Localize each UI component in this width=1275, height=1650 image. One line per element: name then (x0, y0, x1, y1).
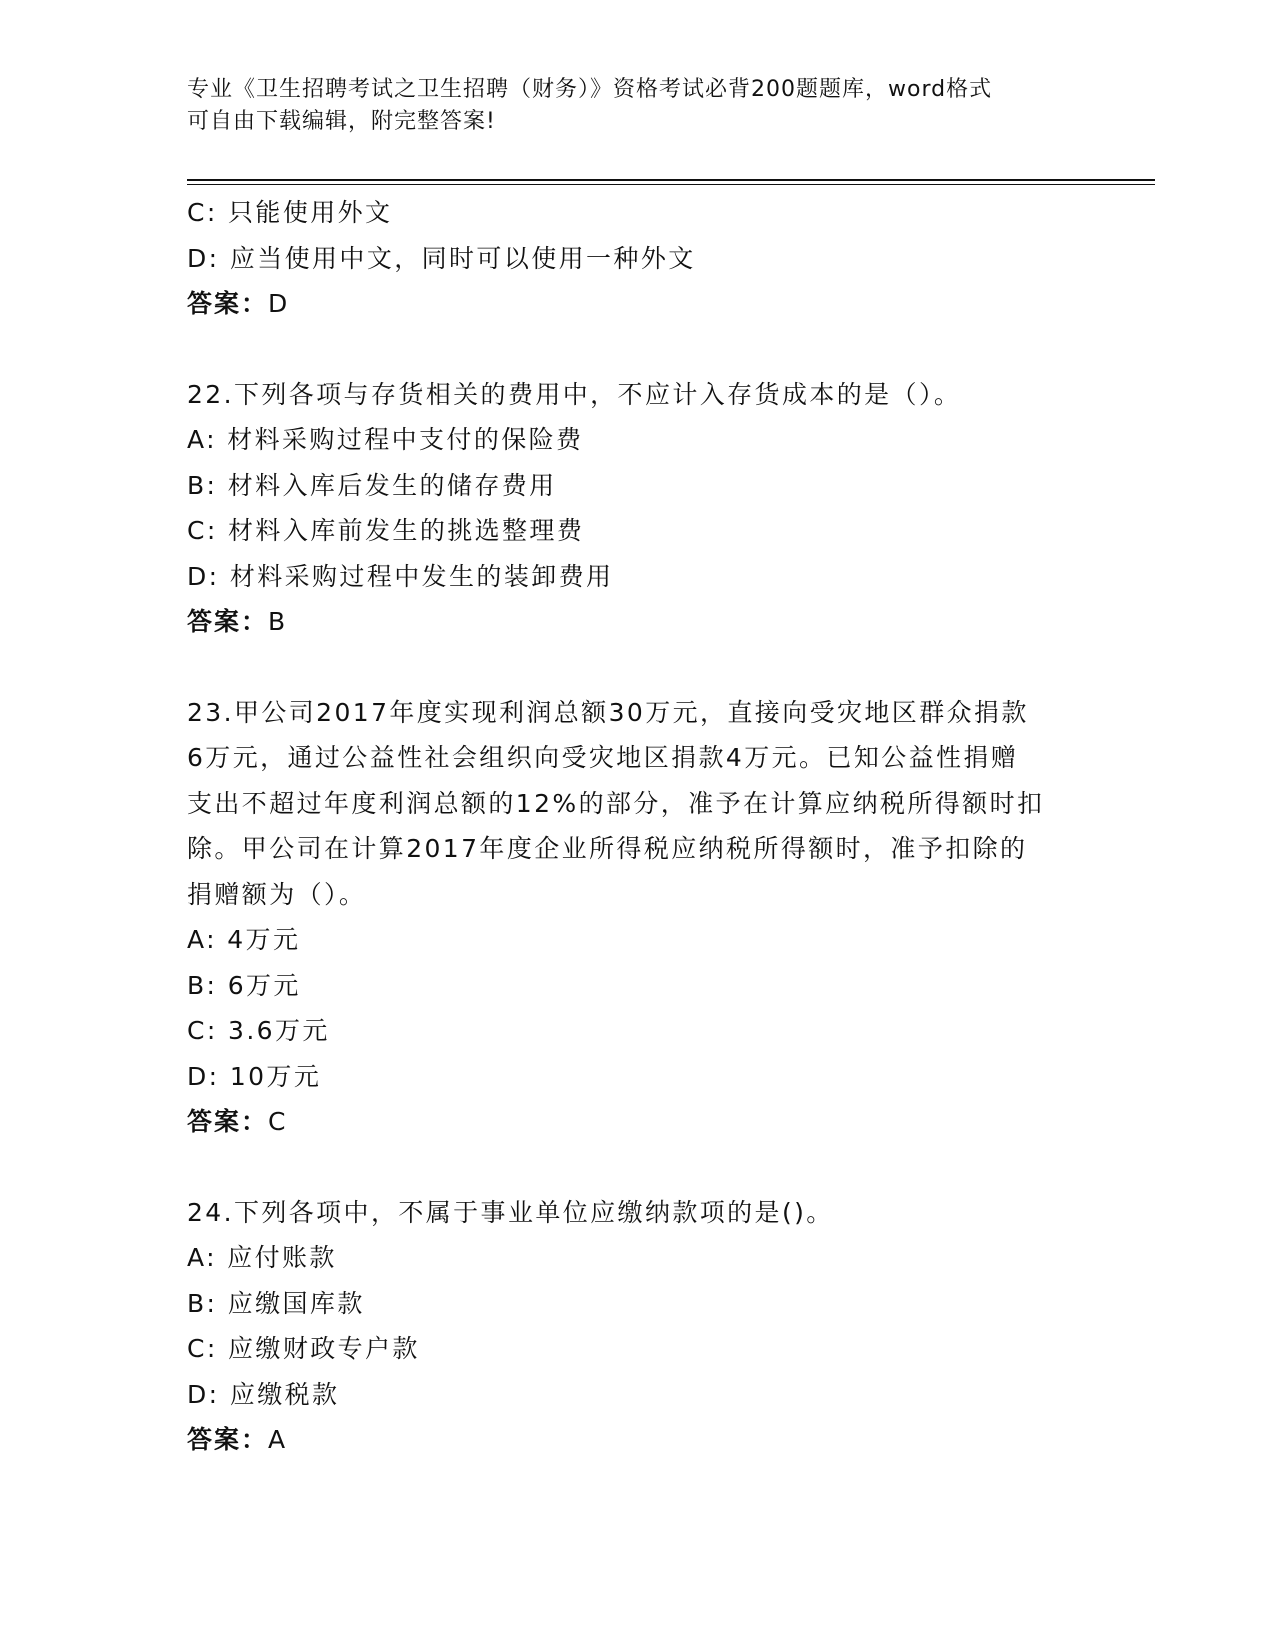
document-body (187, 190, 1087, 1508)
question-23 (187, 690, 1087, 1145)
answer-line (187, 1099, 1087, 1145)
option-d: D: 应缴税款 (187, 1379, 340, 1409)
answer-label: 答案： (187, 1107, 269, 1136)
question-stem-line-2: 6万元，通过公益性社会组织向受灾地区捐款4万元。已知公益性捐赠 (187, 743, 1019, 772)
question-22 (187, 372, 1087, 645)
answer-value: B (268, 607, 287, 636)
document-header (187, 74, 1087, 138)
question-24 (187, 1190, 1087, 1463)
option-d: D: 材料采购过程中发生的装卸费用 (187, 561, 614, 591)
question-21-continued (187, 190, 1087, 327)
option-d: D: 应当使用中文，同时可以使用一种外文 (187, 243, 696, 273)
question-stem-line-1: 23.甲公司2017年度实现利润总额30万元，直接向受灾地区群众捐款 (187, 697, 1029, 727)
answer-value: C (268, 1107, 287, 1136)
option-b: B: 6万元 (187, 970, 301, 1000)
answer-value: A (268, 1425, 287, 1454)
header-line-2: 可自由下载编辑，附完整答案! (187, 109, 496, 134)
question-stem-line-3: 支出不超过年度利润总额的12%的部分，准予在计算应纳税所得额时扣 (187, 788, 1045, 818)
answer-label: 答案： (187, 1425, 269, 1454)
header-divider-thin (187, 184, 1155, 185)
question-stem-line-4: 除。甲公司在计算2017年度企业所得税应纳税所得额时，准予扣除的 (187, 834, 1028, 863)
question-stem: 22.下列各项与存货相关的费用中，不应计入存货成本的是（）。 (187, 379, 962, 409)
option-b: B: 材料入库后发生的储存费用 (187, 470, 557, 500)
answer-line (187, 1417, 1087, 1463)
answer-label: 答案： (187, 607, 269, 636)
option-a: A: 应付账款 (187, 1243, 337, 1272)
option-d: D: 10万元 (187, 1061, 322, 1091)
answer-line (187, 281, 1087, 327)
question-stem-line-5: 捐赠额为（）。 (187, 879, 367, 909)
question-stem: 24.下列各项中，不属于事业单位应缴纳款项的是()。 (187, 1197, 834, 1227)
option-c: C: 只能使用外文 (187, 198, 393, 227)
answer-label: 答案： (187, 289, 269, 318)
option-c: C: 3.6万元 (187, 1016, 330, 1045)
option-a: A: 4万元 (187, 925, 301, 954)
answer-line (187, 599, 1087, 645)
header-divider-thick (187, 179, 1155, 181)
option-c: C: 材料入库前发生的挑选整理费 (187, 516, 585, 545)
option-a: A: 材料采购过程中支付的保险费 (187, 425, 584, 454)
answer-value: D (268, 289, 289, 318)
option-b: B: 应缴国库款 (187, 1288, 365, 1318)
option-c: C: 应缴财政专户款 (187, 1334, 420, 1363)
header-line-1: 专业《卫生招聘考试之卫生招聘（财务）》资格考试必背200题题库，word格式 (187, 77, 993, 102)
